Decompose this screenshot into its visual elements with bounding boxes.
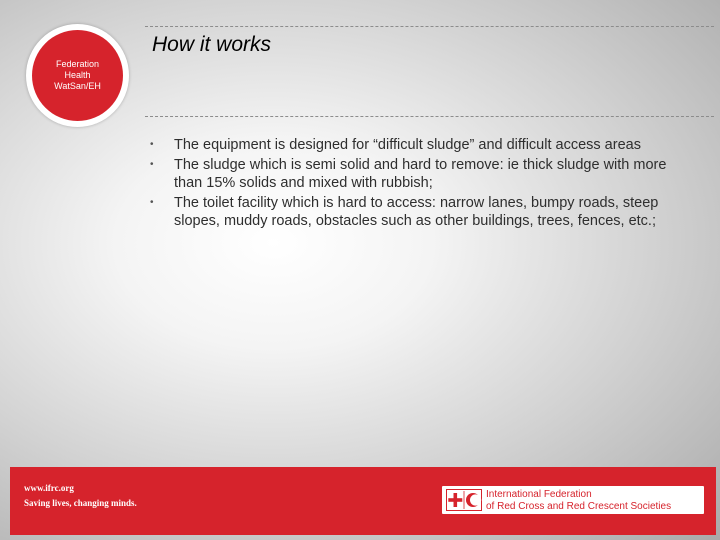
bullet-icon: • bbox=[150, 159, 154, 170]
top-divider bbox=[145, 26, 714, 27]
badge-line-2: Health bbox=[64, 70, 91, 80]
federation-badge-inner bbox=[32, 30, 123, 121]
slide-title: How it works bbox=[152, 33, 272, 56]
bullet-icon: • bbox=[150, 139, 154, 150]
red-cross-crescent-icon bbox=[446, 489, 482, 511]
footer-bar bbox=[10, 467, 716, 535]
bullet-text-2: The sludge which is semi solid and hard to remove: ie thick sludge with more than 15% solids and mixed with rubbish; bbox=[174, 157, 667, 191]
federation-badge bbox=[26, 24, 129, 127]
bullet-icon: • bbox=[150, 197, 154, 208]
bullet-item-1 bbox=[150, 136, 680, 154]
org-name-line-2: of Red Cross and Red Crescent Societies bbox=[486, 501, 672, 512]
bullet-list bbox=[150, 136, 680, 232]
bullet-text-1: The equipment is designed for “difficult sludge” and difficult access areas bbox=[174, 137, 641, 153]
badge-line-3: WatSan/EH bbox=[54, 81, 101, 91]
badge-line-1: Federation bbox=[55, 59, 100, 69]
org-name-line-1: International Federation bbox=[486, 489, 592, 500]
bullet-text-3: The toilet facility which is hard to access: narrow lanes, bumpy roads, steep slopes, muddy roads, obstacles such as other buildings, trees, fences, etc.; bbox=[174, 195, 659, 229]
ifrc-logo-text bbox=[486, 489, 671, 513]
footer-slogan: Saving lives, changing minds. bbox=[24, 498, 137, 508]
ifrc-logo bbox=[442, 486, 704, 514]
bullet-item-3 bbox=[150, 194, 680, 230]
bullet-item-2 bbox=[150, 156, 680, 192]
title-divider bbox=[145, 116, 714, 117]
footer-url-link[interactable]: www.ifrc.org bbox=[24, 483, 74, 493]
